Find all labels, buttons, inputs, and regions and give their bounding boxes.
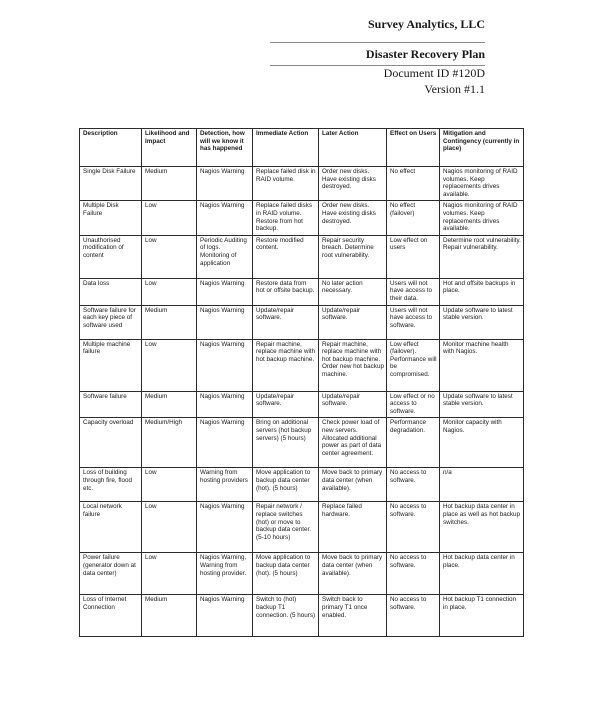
- company-name: Survey Analytics, LLC: [367, 17, 485, 31]
- cell-effect-on-users: Users will not have access to their data.: [387, 278, 440, 305]
- cell-likelihood: Medium: [142, 391, 197, 418]
- cell-likelihood: Medium: [142, 167, 197, 201]
- table-header-row: [80, 129, 524, 167]
- cell-detection: Periodic Auditing of logs. Monitoring of application: [197, 235, 253, 278]
- cell-later-action: Move back to primary data center (when available).: [319, 468, 387, 502]
- cell-detection: Nagios Warning: [197, 502, 253, 553]
- cell-likelihood: Low: [142, 468, 197, 502]
- cell-later-action: Order new disks. Have existing disks destroyed.: [319, 167, 387, 201]
- table-row: [80, 305, 524, 339]
- cell-effect-on-users: No effect (failover): [387, 201, 440, 235]
- cell-effect-on-users: No access to software.: [387, 553, 440, 595]
- header-divider: [270, 42, 485, 43]
- column-header-later-action: Later Action: [319, 129, 387, 167]
- cell-mitigation: Monitor machine health with Nagios.: [440, 339, 524, 391]
- cell-immediate-action: Move application to backup data center (hot). (5 hours): [253, 553, 319, 595]
- cell-immediate-action: Repair machine, replace machine with hot backup machine.: [253, 339, 319, 391]
- cell-likelihood: Low: [142, 502, 197, 553]
- cell-detection: Nagios Warning: [197, 391, 253, 418]
- cell-detection: Nagios Warning: [197, 201, 253, 235]
- cell-effect-on-users: Low effect (failover). Performance will be compromised.: [387, 339, 440, 391]
- cell-later-action: Repair security breach. Determine root vulnerability.: [319, 235, 387, 278]
- cell-later-action: Order new disks. Have existing disks destroyed.: [319, 201, 387, 235]
- cell-mitigation: Determine root vulnerability. Repair vulnerability.: [440, 235, 524, 278]
- cell-description: Multiple Disk Failure: [80, 201, 142, 235]
- column-header-likelihood: Likelihood and Impact: [142, 129, 197, 167]
- cell-detection: Nagios Warning: [197, 418, 253, 468]
- table-row: [80, 418, 524, 468]
- cell-likelihood: Low: [142, 201, 197, 235]
- cell-detection: Nagios Warning: [197, 339, 253, 391]
- cell-immediate-action: Repair network / replace switches (hot) or move to backup data center. (5-10 hours): [253, 502, 319, 553]
- cell-effect-on-users: Users will not have access to software.: [387, 305, 440, 339]
- cell-immediate-action: Update/repair software.: [253, 391, 319, 418]
- cell-description: Software failure for each key piece of software used: [80, 305, 142, 339]
- cell-likelihood: Low: [142, 339, 197, 391]
- column-header-detection: Detection, how will we know it has happened: [197, 129, 253, 167]
- risk-table: [79, 128, 524, 637]
- document-header: [0, 0, 603, 110]
- cell-effect-on-users: No effect: [387, 167, 440, 201]
- table-row: [80, 502, 524, 553]
- cell-immediate-action: Restore data from hot or offsite backup.: [253, 278, 319, 305]
- table-row: [80, 553, 524, 595]
- cell-immediate-action: Restore modified content.: [253, 235, 319, 278]
- cell-later-action: Repair machine, replace machine with hot backup machine. Order new hot backup machine.: [319, 339, 387, 391]
- plan-title: Disaster Recovery Plan: [365, 47, 485, 61]
- cell-mitigation: Update software to latest stable version.: [440, 305, 524, 339]
- table-row: [80, 235, 524, 278]
- cell-immediate-action: Move application to backup data center (hot). (5 hours): [253, 468, 319, 502]
- cell-mitigation: Monitor capacity with Nagios.: [440, 418, 524, 468]
- cell-immediate-action: Bring on additional servers (hot backup servers) (5 hours): [253, 418, 319, 468]
- cell-later-action: Replace failed hardware.: [319, 502, 387, 553]
- column-header-description: Description: [80, 129, 142, 167]
- cell-effect-on-users: No access to software.: [387, 502, 440, 553]
- cell-mitigation: Nagios monitoring of RAID volumes. Keep replacements drives available.: [440, 167, 524, 201]
- cell-likelihood: Medium: [142, 595, 197, 637]
- cell-later-action: Move back to primary data center (when available).: [319, 553, 387, 595]
- cell-detection: Nagios Warning: [197, 595, 253, 637]
- cell-mitigation: Hot backup data center in place as well as hot backup switches.: [440, 502, 524, 553]
- cell-mitigation: Hot backup data center in place.: [440, 553, 524, 595]
- cell-later-action: Update/repair software.: [319, 391, 387, 418]
- cell-likelihood: Low: [142, 553, 197, 595]
- cell-later-action: Switch back to primary T1 once enabled.: [319, 595, 387, 637]
- cell-detection: Warning from hosting providers: [197, 468, 253, 502]
- cell-description: Data loss: [80, 278, 142, 305]
- table-row: [80, 167, 524, 201]
- cell-detection: Nagios Warning: [197, 305, 253, 339]
- cell-description: Software failure: [80, 391, 142, 418]
- cell-likelihood: Low: [142, 278, 197, 305]
- cell-effect-on-users: Low effect on users: [387, 235, 440, 278]
- cell-effect-on-users: No access to software.: [387, 468, 440, 502]
- cell-effect-on-users: Low effect or no access to software.: [387, 391, 440, 418]
- cell-description: Capacity overload: [80, 418, 142, 468]
- cell-detection: Nagios Warning, Warning from hosting provider.: [197, 553, 253, 595]
- cell-likelihood: Medium/High: [142, 418, 197, 468]
- cell-description: Multiple machine failure: [80, 339, 142, 391]
- table-row: [80, 391, 524, 418]
- cell-description: Loss of building through fire, flood etc.: [80, 468, 142, 502]
- document-id: Document ID #120D: [383, 66, 485, 80]
- cell-immediate-action: Replace failed disk in RAID volume.: [253, 167, 319, 201]
- cell-effect-on-users: No access to software.: [387, 595, 440, 637]
- table-row: [80, 278, 524, 305]
- cell-description: Unauthorised modification of content: [80, 235, 142, 278]
- table-row: [80, 201, 524, 235]
- cell-description: Local network failure: [80, 502, 142, 553]
- cell-effect-on-users: Performance degradation.: [387, 418, 440, 468]
- cell-detection: Nagios Warning: [197, 167, 253, 201]
- cell-description: Power failure (generator down at data center): [80, 553, 142, 595]
- cell-mitigation: n/a: [440, 468, 524, 502]
- cell-later-action: Update/repair software.: [319, 305, 387, 339]
- version-number: Version #1.1: [424, 82, 485, 96]
- column-header-effect-on-users: Effect on Users: [387, 129, 440, 167]
- cell-mitigation: Nagios monitoring of RAID volumes. Keep replacements drives available.: [440, 201, 524, 235]
- cell-likelihood: Low: [142, 235, 197, 278]
- cell-detection: Nagios Warning: [197, 278, 253, 305]
- cell-later-action: Check power load of new servers. Allocated additional power as part of data center agreement.: [319, 418, 387, 468]
- table-row: [80, 339, 524, 391]
- table-row: [80, 595, 524, 637]
- cell-immediate-action: Update/repair software.: [253, 305, 319, 339]
- cell-immediate-action: Switch to (hot) backup T1 connection. (5 hours): [253, 595, 319, 637]
- table-row: [80, 468, 524, 502]
- cell-mitigation: Hot and offsite backups in place.: [440, 278, 524, 305]
- cell-description: Single Disk Failure: [80, 167, 142, 201]
- column-header-immediate-action: Immediate Action: [253, 129, 319, 167]
- cell-mitigation: Hot backup T1 connection in place.: [440, 595, 524, 637]
- cell-later-action: No later action necessary.: [319, 278, 387, 305]
- column-header-mitigation: Mitigation and Contingency (currently in place): [440, 129, 524, 167]
- cell-mitigation: Update software to latest stable version.: [440, 391, 524, 418]
- cell-likelihood: Medium: [142, 305, 197, 339]
- cell-description: Loss of Internet Connection: [80, 595, 142, 637]
- cell-immediate-action: Replace failed disks in RAID volume. Restore from hot backup.: [253, 201, 319, 235]
